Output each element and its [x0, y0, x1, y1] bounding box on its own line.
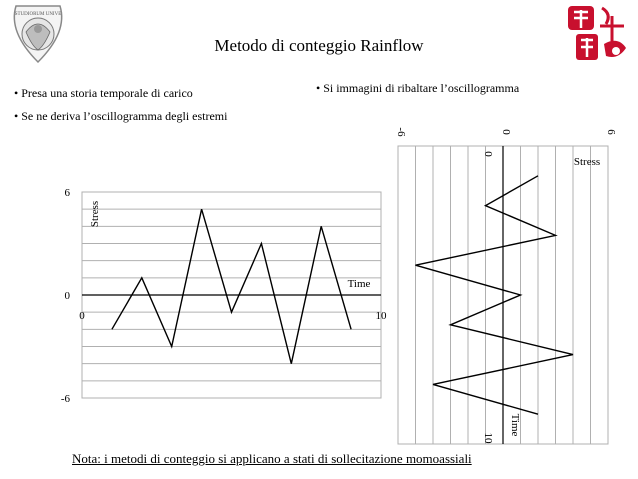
bullet-flip-oscillogram: • Si immagini di ribaltare l’oscillogramma	[316, 81, 520, 95]
slide-title: Metodo di conteggio Rainflow	[214, 36, 424, 55]
bullet-load-history: • Presa una storia temporale di carico	[14, 86, 193, 100]
y-tick-label: 0	[64, 290, 70, 302]
stress-tick-label: 0	[500, 129, 512, 135]
x-tick-label: 0	[79, 310, 85, 322]
time-tick-label: 0	[482, 151, 494, 157]
y-tick-label: -6	[60, 393, 70, 405]
x-tick-label: 10	[375, 310, 387, 322]
stress-tick-label: 6	[605, 129, 617, 135]
y-axis-label: Stress	[89, 200, 101, 228]
stress-tick-label: -6	[395, 127, 407, 137]
seal-text: STUDIORUM UNIVE	[14, 12, 62, 17]
x-axis-label: Time	[347, 278, 371, 290]
series-line	[416, 176, 574, 414]
time-tick-label: 10	[482, 432, 494, 444]
x-axis-label: Time	[509, 413, 521, 437]
footnote: Nota: i metodi di conteggio si applicano a stati di sollecitazione momoassiali	[72, 451, 472, 466]
bullet-derive-extremes: • Se ne deriva l’oscillogramma degli estremi	[14, 109, 228, 123]
y-axis-label: Stress	[573, 156, 601, 168]
y-tick-label: 6	[64, 187, 70, 199]
